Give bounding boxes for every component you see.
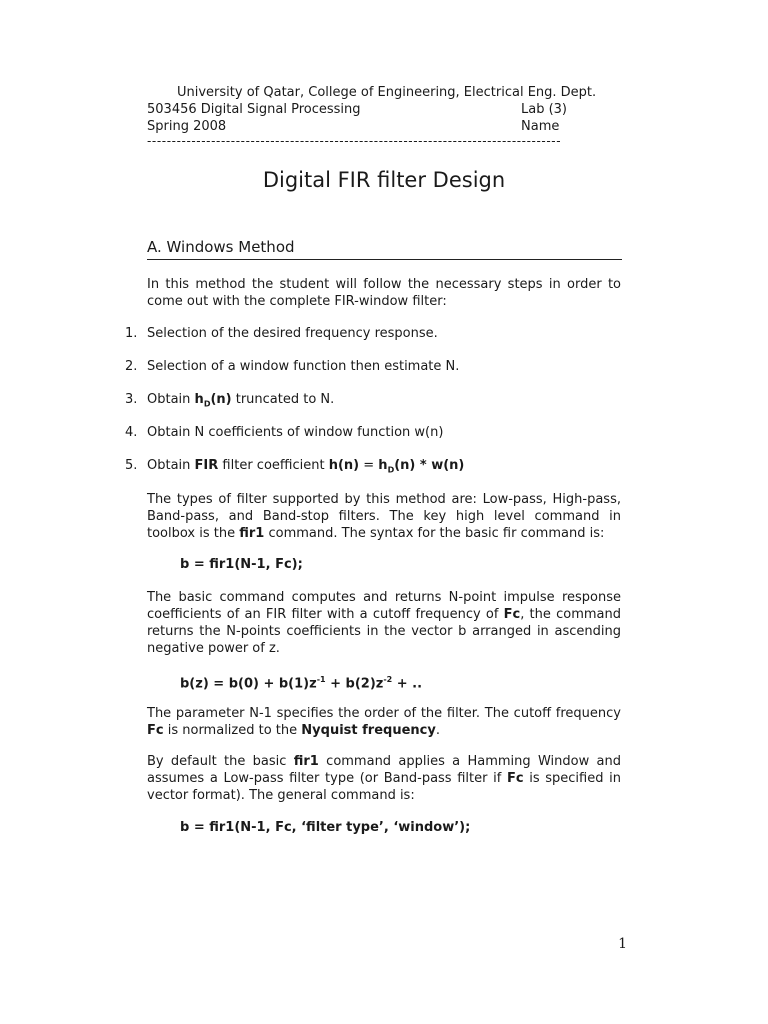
expr-hn: h(n): [328, 458, 360, 473]
page-title: Digital FIR filter Design: [262, 168, 506, 192]
course-line: 503456 Digital Signal Processing: [147, 102, 361, 117]
list-item: [125, 325, 438, 342]
header-divider: ------------------------------------------------------------------------------------: [147, 134, 562, 148]
transfer-function-equation: $b(z) = b(0) + b(1)z^{-1} + b(2)z^{-2}$ + ..: [180, 675, 423, 692]
fc-term: Fc: [506, 771, 524, 786]
section-rule: [147, 259, 622, 260]
types-paragraph: The types of filter supported by this method are: Low-pass, High-pass, Band-pass, and Band-stop filters. The key high level command in toolbox is the fir1 command. The syntax for the basic fir command is:: [147, 492, 621, 541]
list-item-number: 5.: [125, 458, 138, 473]
fir-term: FIR: [194, 458, 219, 473]
fc-term: Fc: [147, 723, 164, 738]
expr-hd-wn: $h_D(n) * w(n)$: [378, 458, 465, 475]
name-label: Name: [521, 119, 560, 134]
list-item: [125, 358, 459, 375]
list-item-number: 3.: [125, 392, 138, 407]
list-item-text: filter coefficient: [222, 458, 325, 473]
list-item: [125, 457, 464, 479]
list-item-text: Obtain: [147, 458, 191, 473]
list-item-number: 2.: [125, 359, 138, 374]
fir1-term: fir1: [293, 754, 319, 769]
section-heading: A. Windows Method: [147, 238, 295, 256]
list-item-text: Obtain N coefficients of window function w(n): [147, 425, 444, 440]
intro-paragraph: In this method the student will follow the necessary steps in order to come out with the complete FIR-window filter:: [147, 277, 621, 309]
lab-label: Lab (3): [521, 102, 568, 117]
nyquist-term: Nyquist frequency: [301, 723, 436, 738]
basic-command-paragraph: The basic command computes and returns N-point impulse response coefficients of an FIR filter with a cutoff frequency of Fc, the command returns the N-points coefficients in the vector b arranged in ascending negative power of z.: [147, 590, 621, 656]
fc-term: Fc: [503, 607, 521, 622]
list-item: [125, 424, 443, 441]
syntax-general: b = fir1(N-1, Fc, ‘filter type’, ‘window’);: [180, 820, 471, 835]
list-item-number: 1.: [125, 326, 138, 341]
list-item: [125, 391, 334, 413]
list-item-number: 4.: [125, 425, 138, 440]
term-line: Spring 2008: [147, 119, 227, 134]
parameter-paragraph: The parameter N-1 specifies the order of the filter. The cutoff frequency Fc is normalized to the Nyquist frequency.: [147, 706, 621, 738]
expr-hd: $h_D(n)$: [194, 392, 232, 409]
list-item-text: Obtain: [147, 392, 191, 407]
list-item-text: Selection of a window function then estimate N.: [147, 359, 460, 374]
list-item-text: Selection of the desired frequency response.: [147, 326, 438, 341]
equals-sign: =: [363, 458, 375, 473]
list-item-text: truncated to N.: [235, 392, 335, 407]
institution-line: University of Qatar, College of Engineering, Electrical Eng. Dept.: [177, 85, 597, 100]
page-number: 1: [618, 936, 627, 952]
syntax-basic: b = fir1(N-1, Fc);: [180, 557, 303, 572]
fir1-term: fir1: [239, 526, 265, 541]
default-paragraph: By default the basic fir1 command applies a Hamming Window and assumes a Low-pass filter type (or Band-pass filter if Fc is specified in vector format). The general command is:: [147, 754, 621, 803]
